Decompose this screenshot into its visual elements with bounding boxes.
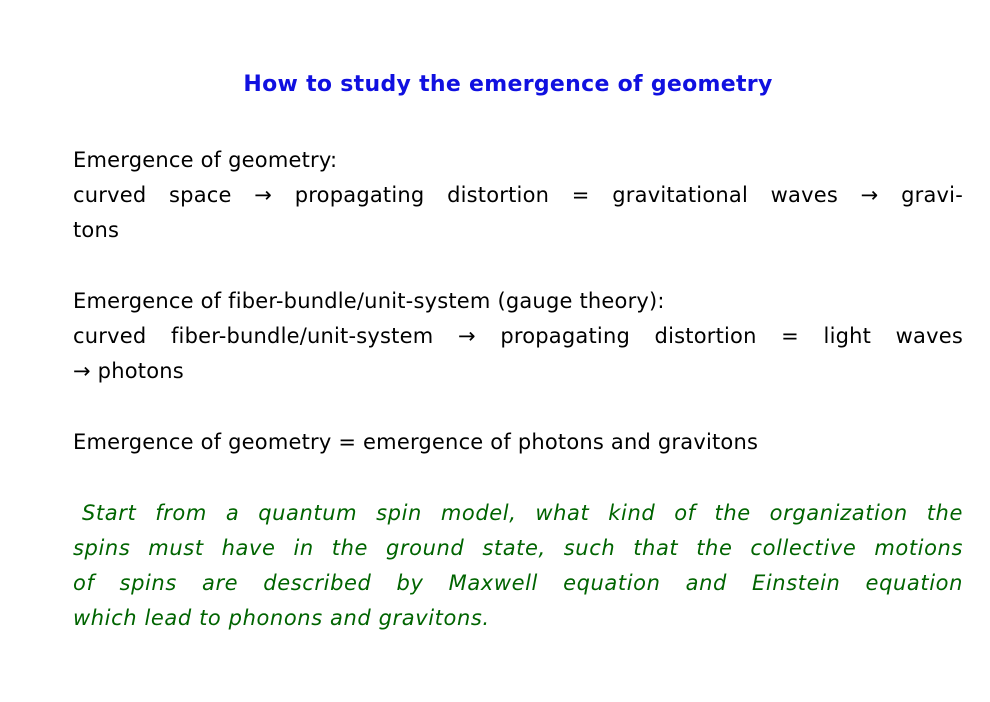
paragraph-line: of spins are described by Maxwell equation and Einstein equation bbox=[73, 571, 963, 595]
paragraph-line: which lead to phonons and gravitons. bbox=[73, 606, 490, 630]
paragraph-geometry bbox=[73, 143, 963, 248]
paragraph-line: Emergence of fiber-bundle/unit-system (gauge theory): bbox=[73, 289, 665, 313]
paragraph-gauge-theory bbox=[73, 284, 963, 389]
paragraph-line: tons bbox=[73, 218, 120, 242]
paragraph-line: curved space → propagating distortion = gravitational waves → gravi- bbox=[73, 183, 963, 207]
paragraph-line: spins must have in the ground state, such that the collective motions bbox=[73, 536, 963, 560]
slide-title: How to study the emergence of geometry bbox=[243, 72, 773, 97]
paragraph-summary bbox=[73, 425, 963, 460]
paragraph-spin-model-question bbox=[73, 496, 963, 636]
slide-content bbox=[73, 143, 963, 672]
paragraph-line: curved fiber-bundle/unit-system → propagating distortion = light waves bbox=[73, 324, 963, 348]
paragraph-line: Emergence of geometry: bbox=[73, 148, 338, 172]
paragraph-line: → photons bbox=[73, 359, 184, 383]
paragraph-line: Emergence of geometry = emergence of photons and gravitons bbox=[73, 430, 759, 454]
paragraph-line: Start from a quantum spin model, what kind of the organization the bbox=[82, 501, 963, 525]
